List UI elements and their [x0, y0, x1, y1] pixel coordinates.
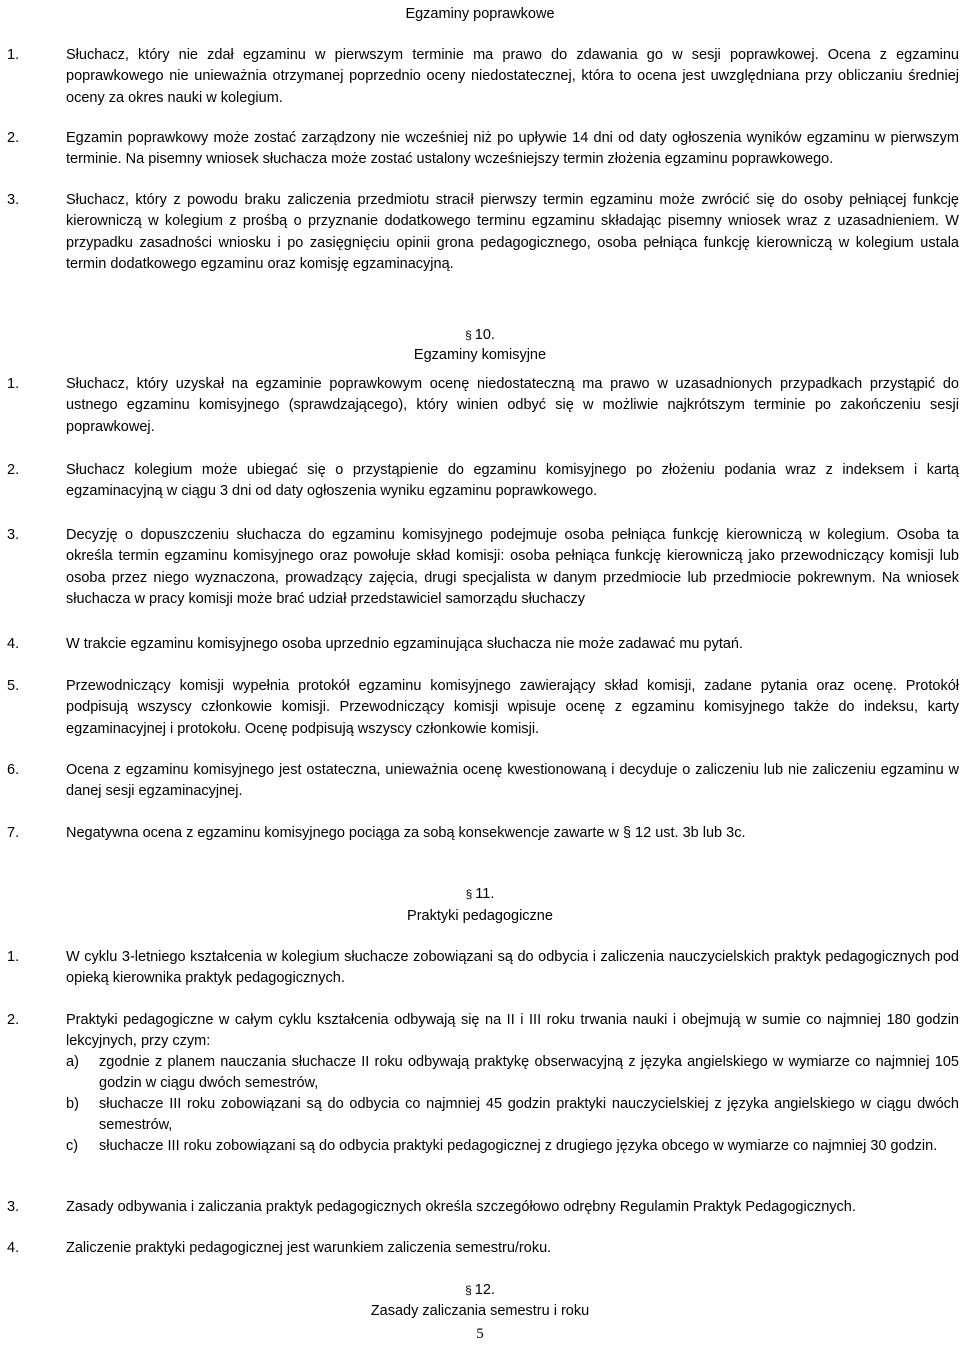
item-text: Praktyki pedagogiczne w całym cyklu kształcenia odbywają się na II i III roku trwania nauki i obejmują w sumie co najmniej 180 godzin lekcyjnych, przy czym:	[66, 1012, 959, 1050]
item-number: 3.	[7, 192, 20, 208]
item-number: 1.	[7, 949, 20, 965]
list-item	[7, 460, 959, 503]
sub-list-item	[66, 1094, 959, 1137]
item-number: 4.	[7, 1240, 20, 1256]
item-text: Ocena z egzaminu komisyjnego jest ostateczna, unieważnia ocenę kwestionowaną i decyduje o zaliczeniu lub nie zaliczeniu egzaminu w danej sesji egzaminacyjnej.	[66, 762, 959, 800]
list-item	[7, 1197, 959, 1218]
section-11-title: Praktyki pedagogiczne	[407, 908, 553, 924]
item-number: 3.	[7, 527, 20, 543]
item-text: Negatywna ocena z egzaminu komisyjnego pociąga za sobą konsekwencje zawarte w § 12 ust. 3b lub 3c.	[66, 825, 746, 841]
section-10-number	[0, 325, 960, 346]
item-text: Egzamin poprawkowy może zostać zarządzony nie wcześniej niż po upływie 14 dni od daty ogłoszenia wyników egzaminu w pierwszym terminie. Na pisemny wniosek słuchacza może zostać ustalony wcześniejszy termin złożenia egzaminu poprawkowego.	[66, 130, 959, 168]
heading-egzaminy-poprawkowe: Egzaminy poprawkowe	[405, 6, 555, 22]
section-11-number	[0, 884, 960, 905]
item-number: 1.	[7, 47, 20, 63]
sub-item-letter: a)	[66, 1054, 79, 1070]
sub-item-text: zgodnie z planem nauczania słuchacze II roku odbywają praktykę obserwacyjną z języka angielskiego w wymiarze co najmniej 105 godzin w ciągu dwóch semestrów,	[99, 1054, 959, 1092]
sub-list-item	[66, 1136, 959, 1157]
list-item	[7, 525, 959, 610]
sub-item-letter: b)	[66, 1096, 79, 1112]
section-sign: §	[465, 1283, 472, 1297]
item-number: 4.	[7, 636, 20, 652]
list-item	[7, 190, 959, 275]
sub-item-text: słuchacze III roku zobowiązani są do odbycia co najmniej 45 godzin praktyki nauczycielskiej z języka angielskiego w ciągu dwóch semestrów,	[99, 1096, 959, 1134]
section-number: 12.	[474, 1282, 495, 1298]
item-number: 5.	[7, 678, 20, 694]
item-text: Decyzję o dopuszczeniu słuchacza do egzaminu komisyjnego podejmuje osoba pełniąca funkcję kierowniczą w kolegium. Osoba ta określa termin egzaminu komisyjnego oraz powołuje skład komisji: osoba pełniąca funkcję kierowniczą jako przewodniczący komisji lub osoba przez niego wyznaczona, prowadzący zajęcia, drugi specjalista w danym przedmiocie lub przedmiocie pokrewnym. Na wniosek słuchacza w pracy komisji może brać udział przedstawiciel samorządu słuchaczy	[66, 527, 959, 607]
section-12-title: Zasady zaliczania semestru i roku	[370, 1303, 590, 1319]
list-item	[7, 676, 959, 740]
section-number: 10.	[474, 327, 495, 343]
item-number: 6.	[7, 762, 20, 778]
list-item	[7, 374, 959, 438]
item-number: 3.	[7, 1199, 20, 1215]
list-item	[7, 128, 959, 171]
item-text: Zaliczenie praktyki pedagogicznej jest warunkiem zaliczenia semestru/roku.	[66, 1240, 552, 1256]
sub-item-letter: c)	[66, 1138, 79, 1154]
list-item	[7, 1010, 959, 1053]
item-text: Słuchacz, który z powodu braku zaliczenia przedmiotu stracił pierwszy termin egzaminu może zwrócić się do osoby pełniącej funkcję kierowniczą w kolegium z prośbą o przyznanie dodatkowego terminu egzaminu składając pisemny wniosek wraz z uzasadnieniem. W przypadku zasadności wniosku i po zasięgnięciu opinii grona pedagogicznego, osoba pełniąca funkcję kierowniczą w kolegium ustala termin dodatkowego egzaminu oraz komisję egzaminacyjną.	[66, 192, 959, 272]
item-text: W cyklu 3-letniego kształcenia w kolegium słuchacze zobowiązani są do odbycia i zaliczenia nauczycielskich praktyk pedagogicznych pod opieką kierownika praktyk pedagogicznych.	[66, 949, 959, 987]
list-item	[7, 947, 959, 990]
item-number: 1.	[7, 376, 20, 392]
item-number: 7.	[7, 825, 20, 841]
item-text: Słuchacz kolegium może ubiegać się o przystąpienie do egzaminu komisyjnego po złożeniu podania wraz z indeksem i kartą egzaminacyjną w ciągu 3 dni od daty ogłoszenia wyniku egzaminu poprawkowego.	[66, 462, 959, 500]
sub-list-item	[66, 1052, 959, 1095]
item-text: Słuchacz, który uzyskał na egzaminie poprawkowym ocenę niedostateczną ma prawo w uzasadnionych przypadkach przystąpić do ustnego egzaminu komisyjnego (sprawdzającego), który winien odbyć się w możliwie najkrótszym terminie po zakończeniu sesji poprawkowej.	[66, 376, 959, 435]
list-item	[7, 760, 959, 803]
section-10-title: Egzaminy komisyjne	[413, 347, 547, 363]
list-item	[7, 823, 959, 844]
item-number: 2.	[7, 1012, 20, 1028]
list-item	[7, 1238, 959, 1259]
section-sign: §	[465, 328, 472, 342]
item-number: 2.	[7, 130, 20, 146]
item-text: Słuchacz, który nie zdał egzaminu w pierwszym terminie ma prawo do zdawania go w sesji poprawkowej. Ocena z egzaminu poprawkowego nie unieważnia otrzymanej poprzednio oceny niedostatecznej, która to ocena jest uwzględniana przy obliczaniu średniej oceny za okres nauki w kolegium.	[66, 47, 959, 106]
sub-item-text: słuchacze III roku zobowiązani są do odbycia praktyki pedagogicznej z drugiego języka obcego w wymiarze co najmniej 30 godzin.	[99, 1138, 938, 1154]
item-text: W trakcie egzaminu komisyjnego osoba uprzednio egzaminująca słuchacza nie może zadawać mu pytań.	[66, 636, 744, 652]
item-text: Zasady odbywania i zaliczania praktyk pedagogicznych określa szczegółowo odrębny Regulamin Praktyk Pedagogicznych.	[66, 1199, 856, 1215]
section-12-number	[0, 1280, 960, 1301]
list-item	[7, 45, 959, 109]
item-number: 2.	[7, 462, 20, 478]
list-item	[7, 634, 959, 655]
section-sign: §	[465, 887, 473, 901]
page-number: 5	[476, 1326, 484, 1342]
item-text: Przewodniczący komisji wypełnia protokół egzaminu komisyjnego zawierający skład komisji, zadane pytania oraz ocenę. Protokół podpisują wszyscy członkowie komisji. Przewodniczący komisji wpisuje ocenę z egzaminu komisyjnego także do indeksu, karty egzaminacyjnej i protokołu. Ocenę podpisują wszyscy członkowie komisji.	[66, 678, 959, 737]
section-number: 11.	[475, 886, 495, 902]
